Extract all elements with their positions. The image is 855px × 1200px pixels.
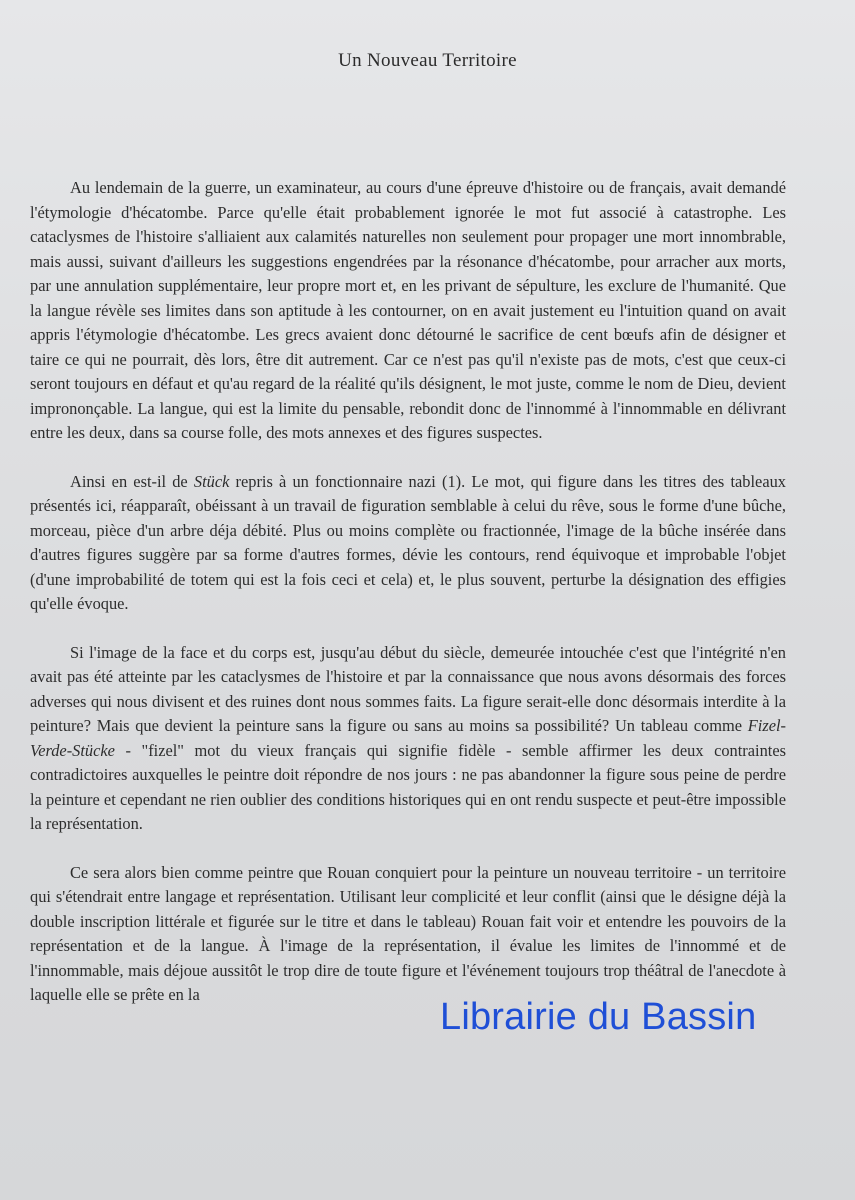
paragraph-1: Au lendemain de la guerre, un examinateur, au cours d'une épreuve d'histoire ou de français, avait demandé l'étymologie d'hécatombe. Parce qu'elle était probablement ignorée le mot fut associé à catastrophe. Les cataclysmes de l'histoire s'alliaient aux calamités naturelles non seulement pour propager une mort innombrable, mais aussi, suivant d'ailleurs les suggestions engendrées par la résonance d'hécatombe, pour arracher aux morts, par une annulation supplémentaire, leur propre mort et, en les privant de sépulture, les exclure de l'humanité. Que la langue révèle ses limites dans son aptitude à les contourner, on en avait justement eu l'intuition quand on avait appris l'étymologie d'hécatombe. Les grecs avaient donc détourné le sacrifice de cent bœufs afin de désigner et taire ce qui ne pourrait, dès lors, être dit autrement. Car ce n'est pas qu'il n'existe pas de mots, c'est que ceux-ci seront toujours en défaut et qu'au regard de la réalité qu'ils désignent, le mot juste, comme le nom de Dieu, devient imprononçable. La langue, qui est la limite du pensable, rebondit donc de l'innommé à l'innommable en délivrant entre les deux, dans sa course folle, des mots annexes et des figures suspectes. xyxy=(30,178,786,442)
paragraph-2-end: repris à un fonctionnaire nazi (1). Le mot, qui figure dans les titres des tableaux présentés ici, réapparaît, obéissant à un travail de figuration semblable à celui du rêve, sous le forme d'une bûche, morceau, pièce d'un arbre déja débité. Plus ou moins complète ou fractionnée, l'image de la bûche insérée dans d'autres figures suggère par sa forme d'autres formes, dévie les contours, rend équivoque et improbable l'objet (d'une improbabilité de totem qui est la fois ceci et cela) et, le plus souvent, perturbe la désignation des effigies qu'elle évoque. xyxy=(30,471,786,613)
watermark: Librairie du Bassin xyxy=(440,996,757,1038)
paragraph-3-emphasis: Fizel-Verde-Stücke xyxy=(30,716,786,760)
paragraph-3 xyxy=(30,641,786,837)
body-text xyxy=(30,176,786,1032)
paragraph-2 xyxy=(30,470,786,617)
paragraph-3-end: - "fizel" mot du vieux français qui signifie fidèle - semble affirmer les deux contraintes contradictoires auxquelles le peintre doit répondre de nos jours : ne pas abandonner la figure sous peine de perdre la peinture et cependant ne rien oublier des conditions historiques qui en ont rendu suspecte et peut-être impossible la représentation. xyxy=(30,740,786,833)
paragraph-2-start: Ainsi en est-il de xyxy=(70,471,194,491)
page-title: Un Nouveau Territoire xyxy=(338,50,517,71)
paragraph-4: Ce sera alors bien comme peintre que Rouan conquiert pour la peinture un nouveau territoire - un territoire qui s'étendrait entre langage et représentation. Utilisant leur complicité et leur conflit (ainsi que le désigne déjà la double inscription littérale et figurée sur le titre et dans le tableau) Rouan fait voir et entendre les pouvoirs de la représentation et de la langue. À l'image de la représentation, il évalue les limites de l'innommé et de l'innommable, mais déjoue aussitôt le trop dire de toute figure et l'événement toujours trop théâtral de l'anecdote à laquelle elle se prête en la xyxy=(30,862,786,1004)
paragraph-2-emphasis: Stück xyxy=(193,471,230,491)
paragraph-3-start: Si l'image de la face et du corps est, jusqu'au début du siècle, demeurée intouchée c'est que l'intégrité n'en avait pas été atteinte par les cataclysmes de l'histoire et par la connaissance que nous avons désormais des forces adverses qui nous divisent et des ruines dont nous sommes faits. La figure serait-elle donc désormais interdite à la peinture? Mais que devient la peinture sans la figure ou sans au moins sa possibilité? Un tableau comme xyxy=(30,642,786,735)
